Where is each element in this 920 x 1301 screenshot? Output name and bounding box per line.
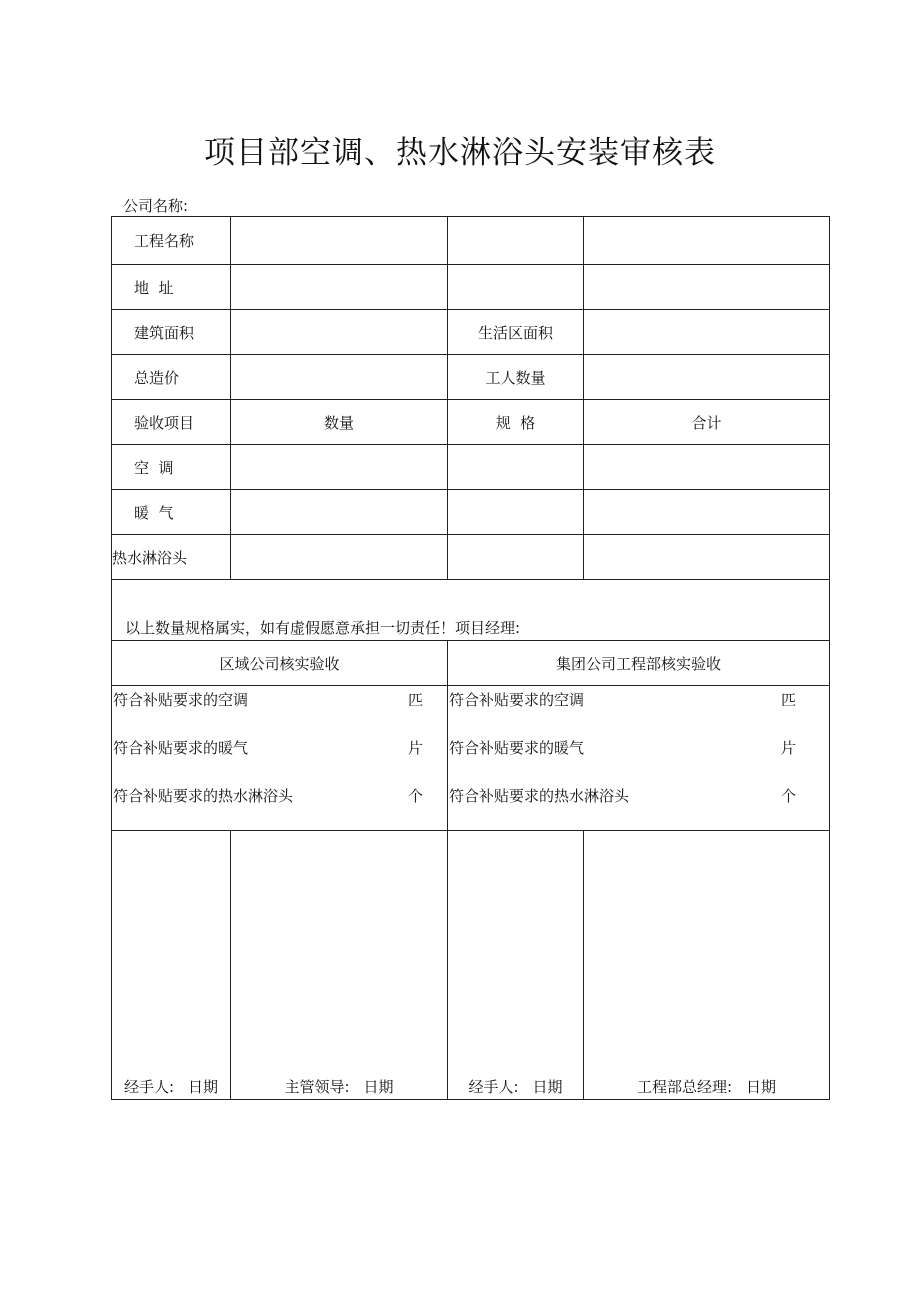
living-area-field[interactable]	[584, 310, 830, 355]
subsidy-line: 符合补贴要求的暖气 片	[449, 739, 797, 757]
address-label: 地 址	[112, 265, 231, 310]
project-name-field[interactable]	[231, 217, 448, 265]
total-header: 合计	[584, 400, 830, 445]
living-area-label: 生活区面积	[448, 310, 584, 355]
regional-handler-signature[interactable]: 经手人: 日期	[112, 831, 231, 1100]
shower-total-field[interactable]	[584, 535, 830, 580]
building-area-label: 建筑面积	[112, 310, 231, 355]
table-row	[112, 641, 830, 686]
worker-count-field[interactable]	[584, 355, 830, 400]
item-shower-head: 热水淋浴头	[112, 535, 231, 580]
total-cost-label: 总造价	[112, 355, 231, 400]
table-row	[112, 355, 830, 400]
shower-spec-field[interactable]	[448, 535, 584, 580]
heating-quantity-field[interactable]	[231, 490, 448, 535]
subsidy-line: 符合补贴要求的空调 匹	[113, 691, 424, 709]
form-title: 项目部空调、热水淋浴头安装审核表	[204, 135, 716, 171]
quantity-header: 数量	[231, 400, 448, 445]
table-row	[112, 535, 830, 580]
address-field[interactable]	[231, 265, 448, 310]
table-row	[112, 400, 830, 445]
subsidy-line: 符合补贴要求的热水淋浴头 个	[449, 787, 797, 805]
engineering-manager-signature[interactable]: 工程部总经理: 日期	[584, 831, 830, 1100]
project-name-label: 工程名称	[112, 217, 231, 265]
table-row	[112, 217, 830, 265]
supervisor-signature[interactable]: 主管领导: 日期	[231, 831, 448, 1100]
table-row	[112, 686, 830, 831]
table-row	[112, 831, 830, 1100]
worker-count-label: 工人数量	[448, 355, 584, 400]
ac-quantity-field[interactable]	[231, 445, 448, 490]
audit-form-table	[111, 216, 830, 1100]
subsidy-line: 符合补贴要求的空调 匹	[449, 691, 797, 709]
group-subsidy-block[interactable]	[448, 686, 830, 831]
spec-header: 规 格	[448, 400, 584, 445]
regional-verification-header: 区域公司核实验收	[112, 641, 448, 686]
subsidy-line: 符合补贴要求的暖气 片	[113, 739, 424, 757]
table-row	[112, 490, 830, 535]
table-row	[112, 310, 830, 355]
shower-quantity-field[interactable]	[231, 535, 448, 580]
group-handler-signature[interactable]: 经手人: 日期	[448, 831, 584, 1100]
table-row	[112, 445, 830, 490]
group-verification-header: 集团公司工程部核实验收	[448, 641, 830, 686]
regional-subsidy-block[interactable]	[112, 686, 448, 831]
table-row	[112, 580, 830, 641]
total-cost-field[interactable]	[231, 355, 448, 400]
blank-cell[interactable]	[448, 265, 584, 310]
ac-spec-field[interactable]	[448, 445, 584, 490]
blank-cell[interactable]	[584, 265, 830, 310]
building-area-field[interactable]	[231, 310, 448, 355]
table-row	[112, 265, 830, 310]
blank-cell[interactable]	[584, 217, 830, 265]
blank-cell[interactable]	[448, 217, 584, 265]
heating-spec-field[interactable]	[448, 490, 584, 535]
acceptance-item-header: 验收项目	[112, 400, 231, 445]
subsidy-line: 符合补贴要求的热水淋浴头 个	[113, 787, 424, 805]
company-name-label: 公司名称:	[123, 197, 189, 215]
heating-total-field[interactable]	[584, 490, 830, 535]
item-heating: 暖 气	[112, 490, 231, 535]
declaration-text: 以上数量规格属实，如有虚假愿意承担一切责任！项目经理:	[112, 580, 830, 641]
item-air-conditioner: 空 调	[112, 445, 231, 490]
ac-total-field[interactable]	[584, 445, 830, 490]
